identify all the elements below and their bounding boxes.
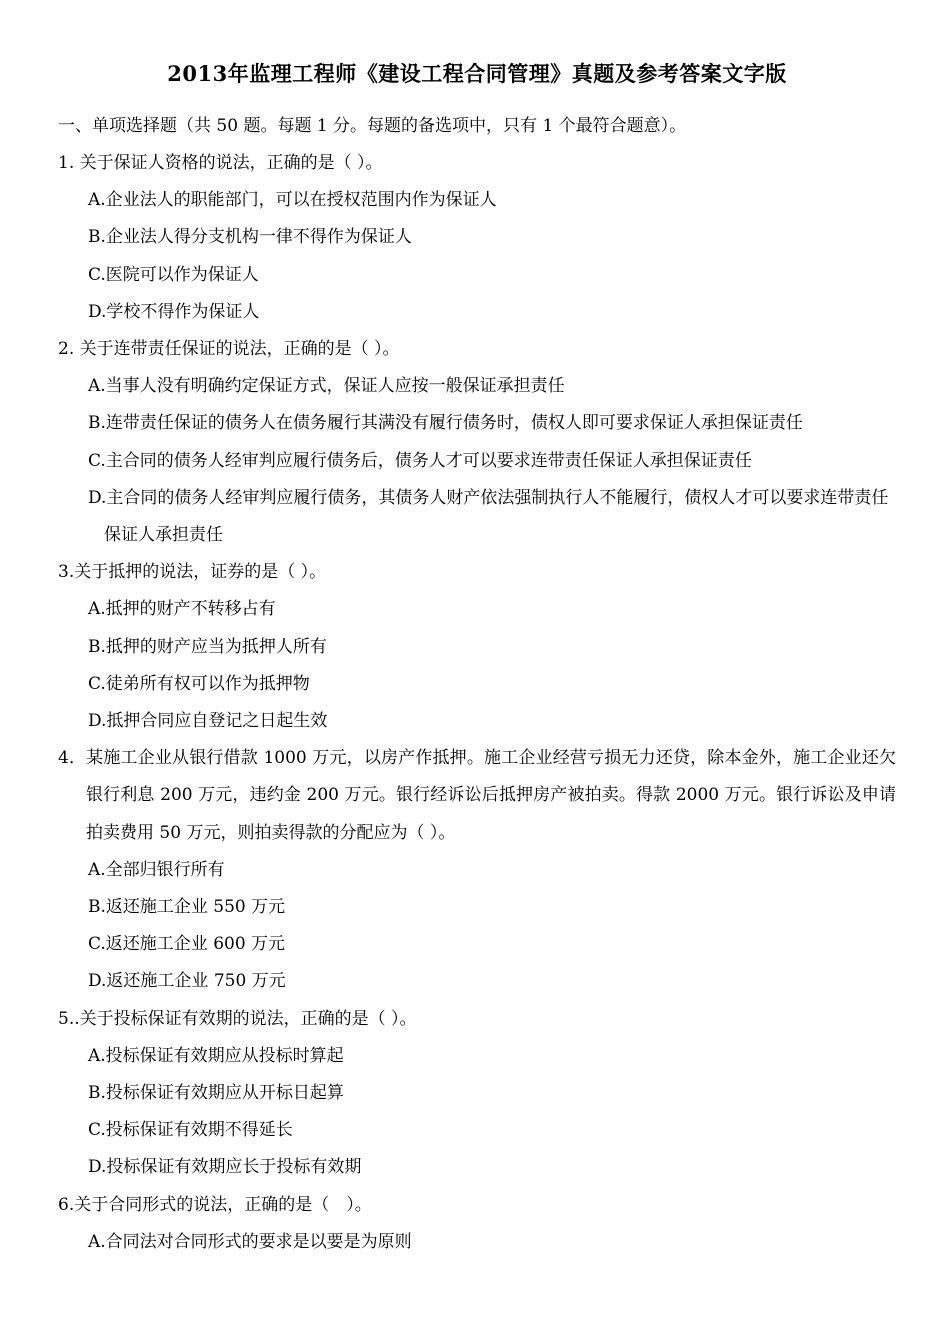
question-3-option-a: A.抵押的财产不转移占有 xyxy=(88,599,276,620)
question-1-option-b: B.企业法人得分支机构一律不得作为保证人 xyxy=(88,227,412,248)
question-1-stem: 1. 关于保证人资格的说法，正确的是（ ）。 xyxy=(58,153,383,173)
question-4-option-c: C.返还施工企业 600 万元 xyxy=(88,934,286,955)
question-3-option-b: B.抵押的财产应当为抵押人所有 xyxy=(88,636,327,657)
question-3-stem: 3.关于抵押的说法，证券的是（ ）。 xyxy=(58,562,327,583)
question-2-option-b: B.连带责任保证的债务人在债务履行其满没有履行债务时，债权人即可要求保证人承担保证责任 xyxy=(88,413,803,434)
question-6-option-a: A.合同法对合同形式的要求是以要是为原则 xyxy=(88,1231,412,1252)
section-heading: 一、单项选择题（共 50 题。每题 1 分。每题的备选项中，只有 1 个最符合题意）。 xyxy=(58,116,687,136)
question-4-option-d: D.返还施工企业 750 万元 xyxy=(88,971,286,992)
question-1-option-a: A.企业法人的职能部门，可以在授权范围内作为保证人 xyxy=(88,190,497,211)
question-5-option-c: C.投标保证有效期不得延长 xyxy=(88,1120,293,1141)
question-4-stem: 4．某施工企业从银行借款 1000 万元，以房产作抵押。施工企业经营亏损无力还贷，除本金外，施工企业还欠银行利息 200 万元，违约金 200 万元。银行经诉讼后抵押房产被拍卖。得款 2000 万元。银行诉讼及申请拍卖费用 50 万元，则拍卖得款的分配应为（ ）。 xyxy=(58,748,896,843)
question-2-option-c: C.主合同的债务人经审判应履行债务后，债务人才可以要求连带责任保证人承担保证责任 xyxy=(88,450,752,471)
question-2-option-a: A.当事人没有明确约定保证方式，保证人应按一般保证承担责任 xyxy=(88,376,565,397)
question-5-option-d: D.投标保证有效期应长于投标有效期 xyxy=(88,1157,362,1178)
question-4-option-b: B.返还施工企业 550 万元 xyxy=(88,897,286,918)
question-3-option-c: C.徒弟所有权可以作为抵押物 xyxy=(88,673,310,694)
question-5-option-b: B.投标保证有效期应从开标日起算 xyxy=(88,1083,344,1104)
question-4-option-a: A.全部归银行所有 xyxy=(88,859,225,880)
question-1-option-d: D.学校不得作为保证人 xyxy=(88,301,260,322)
question-5-option-a: A.投标保证有效期应从投标时算起 xyxy=(88,1045,344,1066)
question-5-stem: 5..关于投标保证有效期的说法，正确的是（ ）。 xyxy=(58,1008,417,1029)
question-1-option-c: C.医院可以作为保证人 xyxy=(88,264,259,285)
question-2-option-d: D.主合同的债务人经审判应履行债务，其债务人财产依法强制执行人不能履行，债权人才可以要求连带责任保证人承担责任 xyxy=(88,487,889,546)
question-3-option-d: D.抵押合同应自登记之日起生效 xyxy=(88,711,328,732)
question-2-stem: 2. 关于连带责任保证的说法，正确的是（ ）。 xyxy=(58,339,400,360)
document-title: 2013年监理工程师《建设工程合同管理》真题及参考答案文字版 xyxy=(167,61,787,86)
question-6-stem: 6.关于合同形式的说法，正确的是（ ）。 xyxy=(58,1194,372,1215)
